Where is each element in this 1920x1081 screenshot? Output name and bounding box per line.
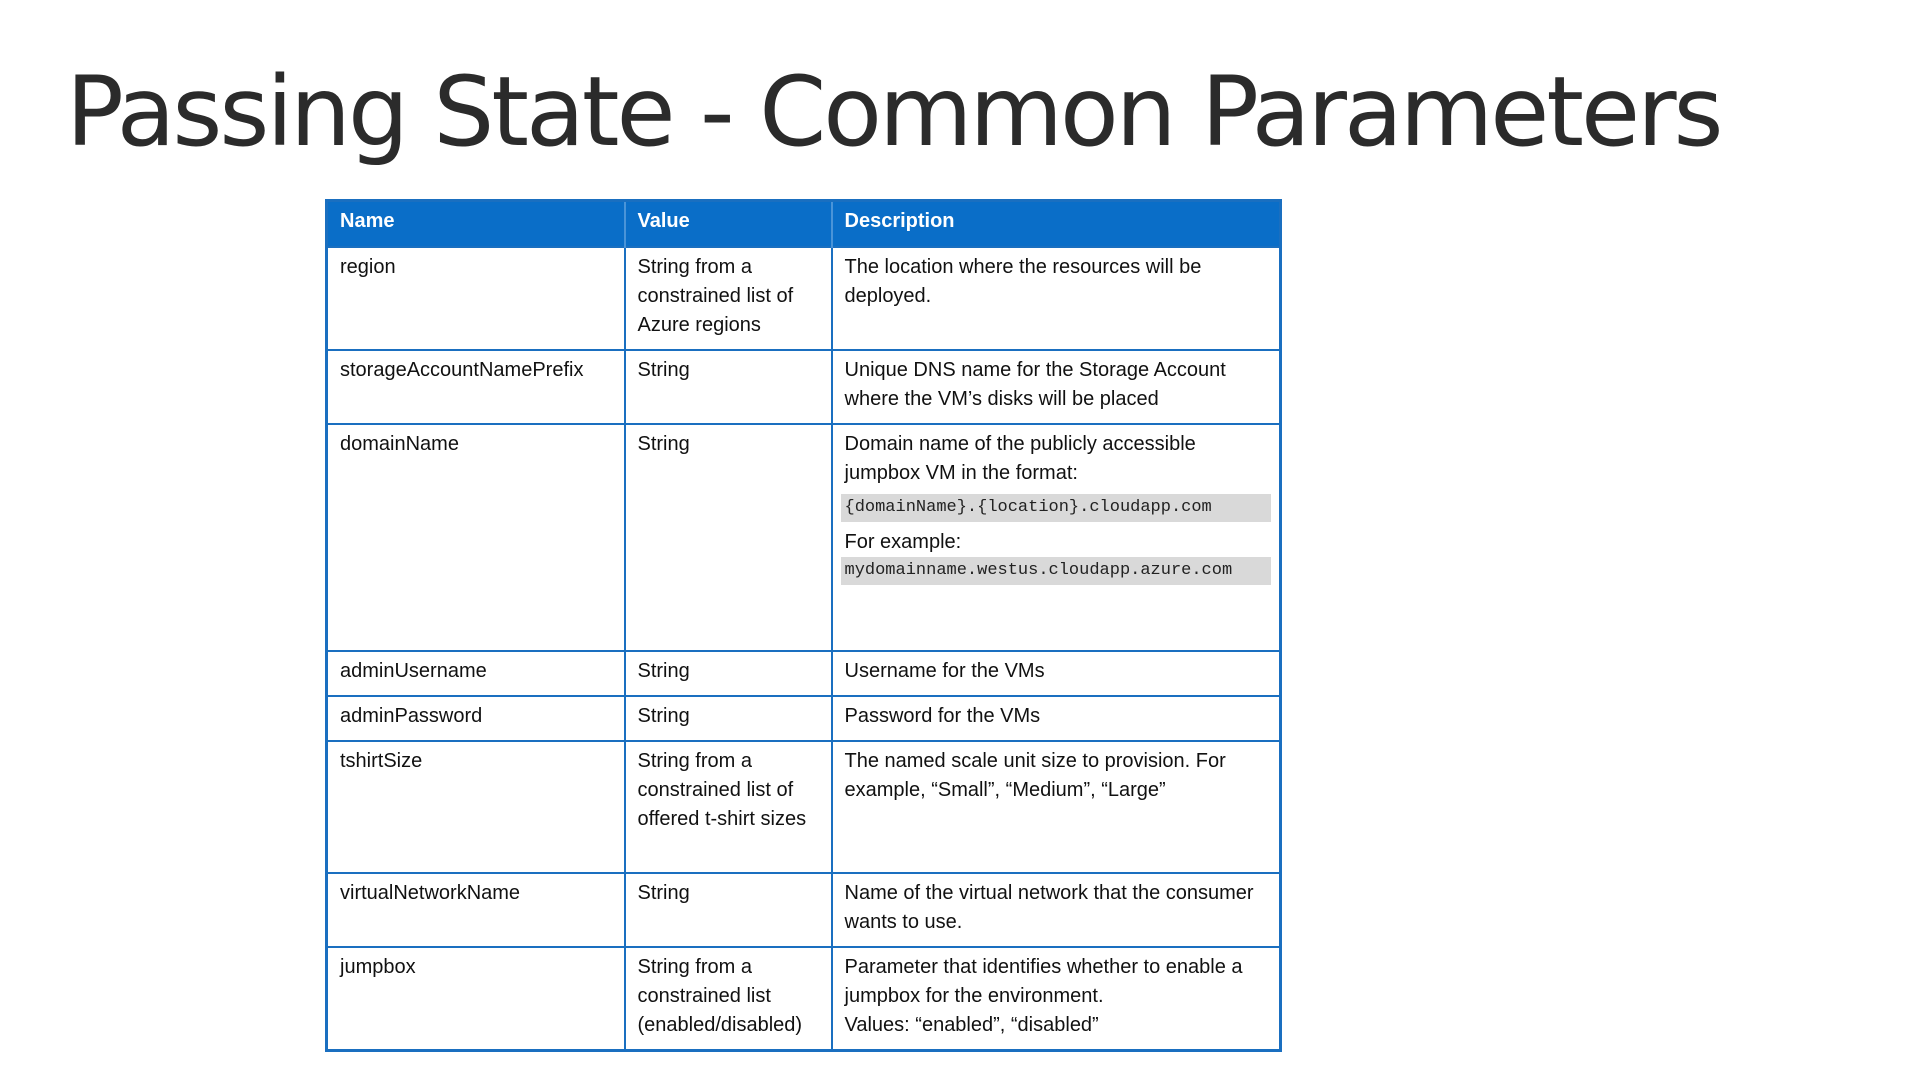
param-name: virtualNetworkName [327, 873, 625, 947]
param-values-line: Values: “enabled”, “disabled” [844, 1014, 1099, 1036]
param-description: Parameter that identifies whether to enable a jumpbox for the environment. [844, 956, 1243, 1007]
slide-title: Passing State - Common Parameters [66, 56, 1721, 168]
code-format: {domainName}.{location}.cloudapp.com [841, 494, 1272, 522]
param-description: Domain name of the publicly accessible jumpbox VM in the format: [844, 433, 1196, 484]
example-label: For example: [844, 531, 962, 553]
param-description: Username for the VMs [832, 651, 1281, 696]
param-value: String from a constrained list (enabled/disabled) [625, 947, 832, 1051]
param-description: Unique DNS name for the Storage Account where the VM’s disks will be placed [832, 350, 1281, 424]
param-name: tshirtSize [327, 741, 625, 873]
table-header-row [327, 201, 1281, 248]
param-name: jumpbox [327, 947, 625, 1051]
param-description: Name of the virtual network that the consumer wants to use. [832, 873, 1281, 947]
param-name: region [327, 247, 625, 350]
param-description: The named scale unit size to provision. For example, “Small”, “Medium”, “Large” [832, 741, 1281, 873]
param-description: The location where the resources will be deployed. [832, 247, 1281, 350]
param-value: String from a constrained list of offered t-shirt sizes [625, 741, 832, 873]
header-value: Value [625, 201, 832, 248]
parameters-table [325, 199, 1282, 1052]
param-value: String [625, 350, 832, 424]
table-row [327, 424, 1281, 651]
param-value: String [625, 696, 832, 741]
table-row [327, 696, 1281, 741]
param-value: String [625, 424, 832, 651]
header-description: Description [832, 201, 1281, 248]
table-row [327, 247, 1281, 350]
param-name: storageAccountNamePrefix [327, 350, 625, 424]
param-value: String from a constrained list of Azure regions [625, 247, 832, 350]
table-row [327, 350, 1281, 424]
header-name: Name [327, 201, 625, 248]
param-name: adminPassword [327, 696, 625, 741]
table-row [327, 741, 1281, 873]
param-description-cell [832, 947, 1281, 1051]
param-value: String [625, 873, 832, 947]
table-row [327, 873, 1281, 947]
code-example: mydomainname.westus.cloudapp.azure.com [841, 557, 1272, 585]
param-name: adminUsername [327, 651, 625, 696]
param-description-cell [832, 424, 1281, 651]
param-value: String [625, 651, 832, 696]
param-name: domainName [327, 424, 625, 651]
table-row [327, 947, 1281, 1051]
table-row [327, 651, 1281, 696]
param-description: Password for the VMs [832, 696, 1281, 741]
